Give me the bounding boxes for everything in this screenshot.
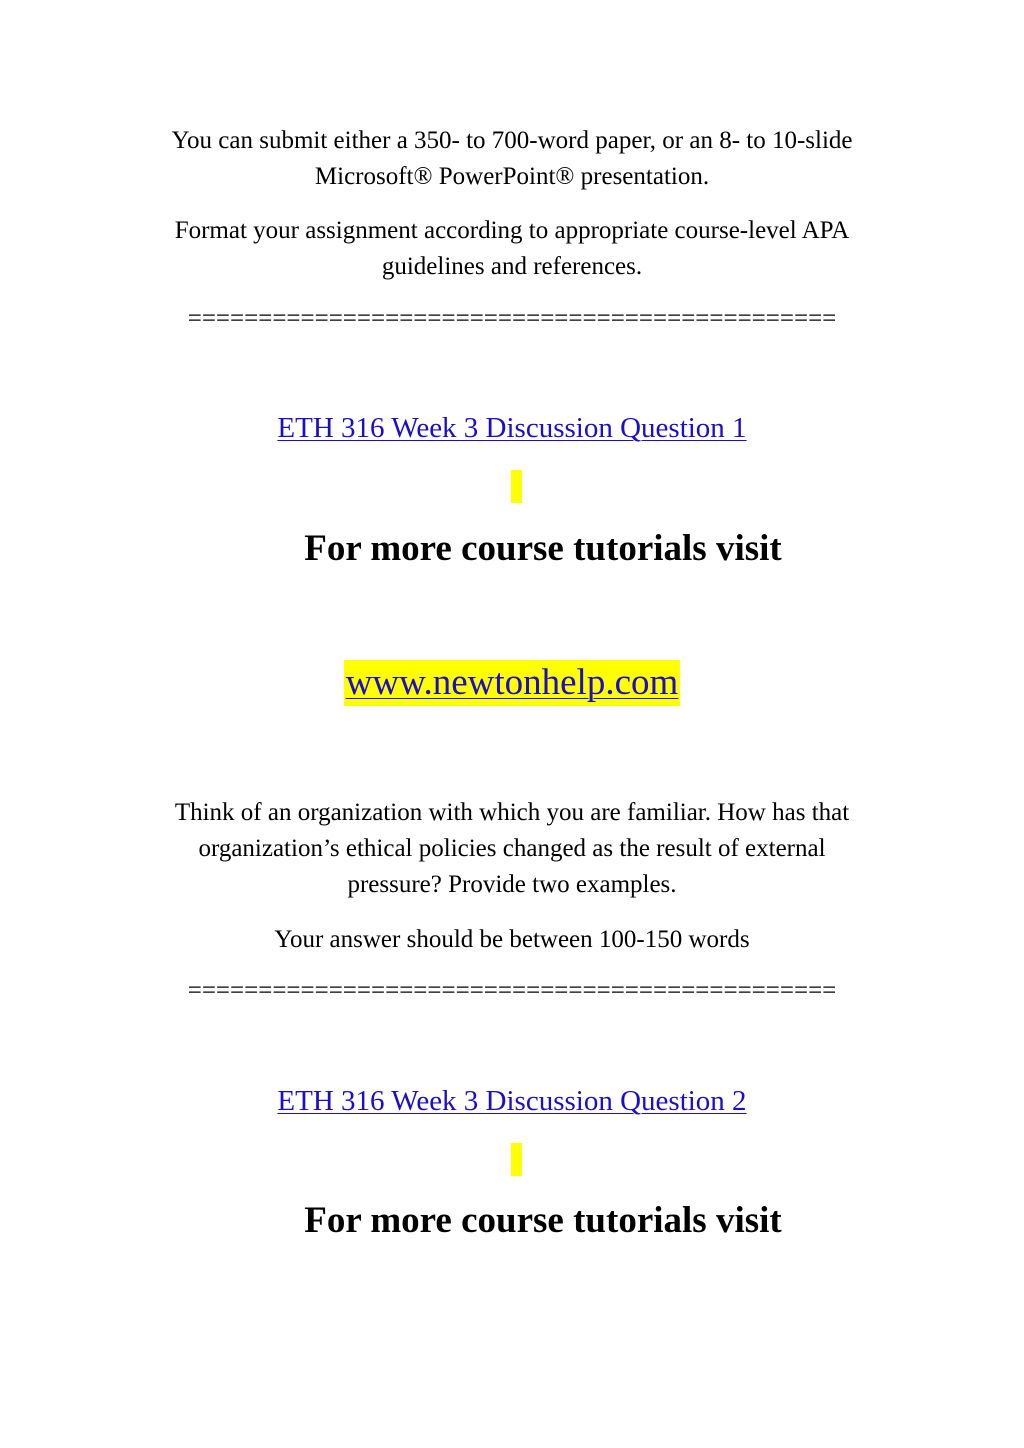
divider-line: ============================================== bbox=[187, 977, 837, 1004]
question-2-link-row bbox=[0, 1083, 1024, 1119]
tutorials-heading: For more course tutorials visit bbox=[304, 528, 782, 569]
highlight-marker bbox=[511, 1143, 522, 1176]
format-text-line-1: Format your assignment according to appropriate course-level APA bbox=[174, 217, 850, 244]
format-text-line-2: guidelines and references. bbox=[381, 253, 643, 280]
highlight-marker bbox=[511, 470, 522, 503]
question-text-line-2: organization’s ethical policies changed as the result of external bbox=[198, 835, 826, 862]
question-text-line-3: pressure? Provide two examples. bbox=[347, 871, 677, 898]
tutorials-heading: For more course tutorials visit bbox=[304, 1200, 782, 1241]
divider-line: ============================================== bbox=[187, 305, 837, 332]
newtonhelp-url-link[interactable]: www.newtonhelp.com bbox=[344, 660, 681, 706]
url-row bbox=[0, 660, 1024, 706]
question-1-link[interactable]: ETH 316 Week 3 Discussion Question 1 bbox=[277, 412, 747, 444]
submission-text-line-2: Microsoft® PowerPoint® presentation. bbox=[314, 163, 710, 190]
question-1-link-row bbox=[0, 410, 1024, 446]
question-2-link[interactable]: ETH 316 Week 3 Discussion Question 2 bbox=[277, 1085, 747, 1117]
question-text-line-1: Think of an organization with which you are familiar. How has that bbox=[174, 799, 850, 826]
word-count-text: Your answer should be between 100-150 words bbox=[274, 926, 750, 953]
submission-text-line-1: You can submit either a 350- to 700-word paper, or an 8- to 10-slide bbox=[171, 127, 853, 154]
